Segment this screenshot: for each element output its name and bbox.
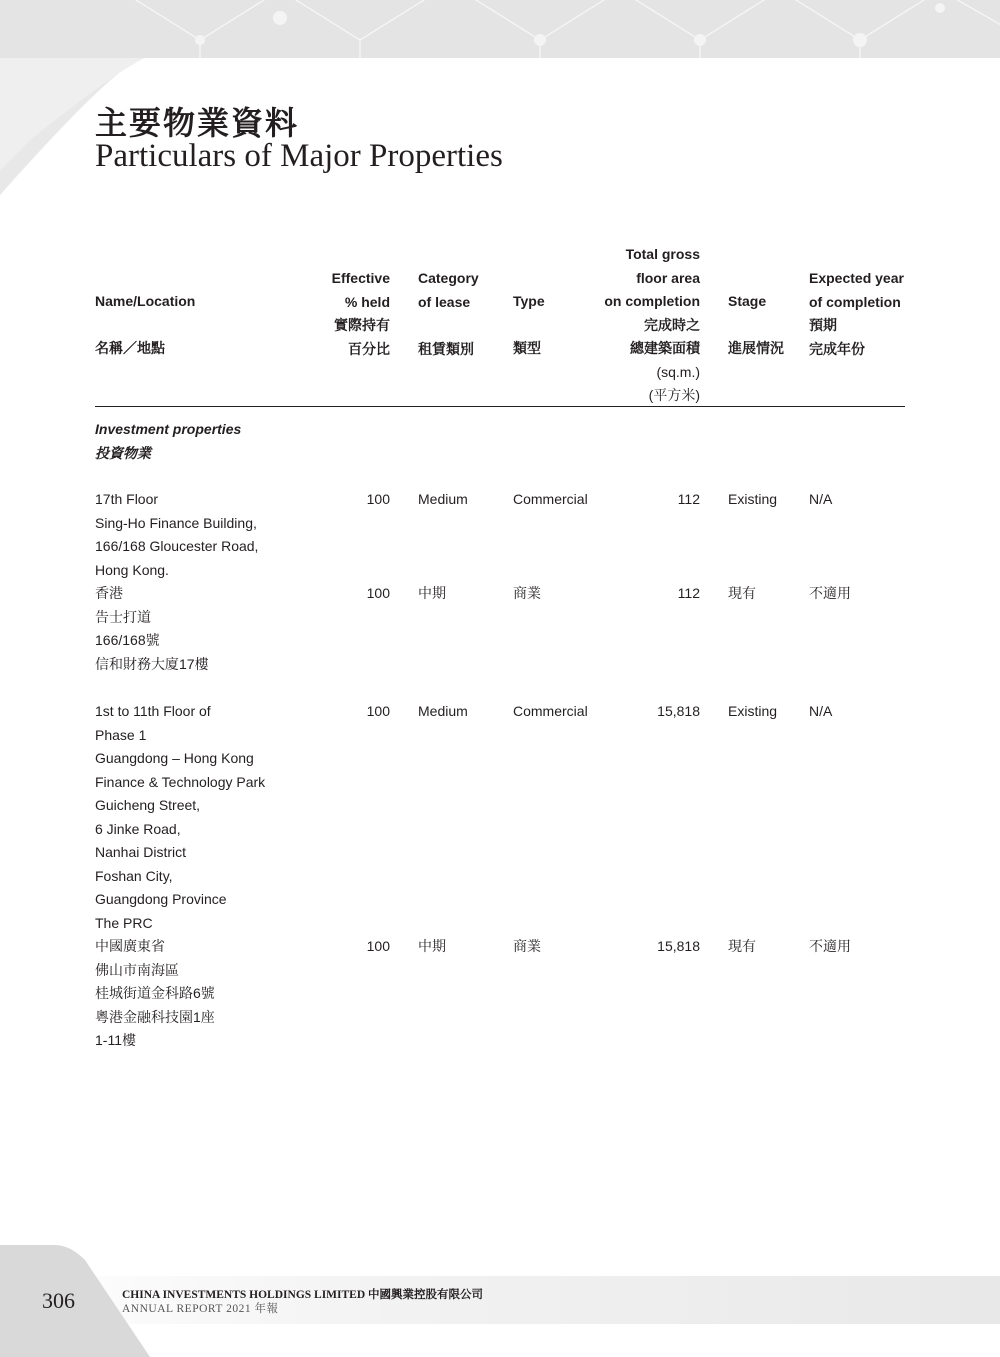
property-name-english: 1st to 11th Floor of Phase 1 Guangdong – Hong Kong Finance & Technology Park Guicheng Street, 6 Jinke Road, Nanhai District Foshan City, Guangdong Province The PRC — [95, 703, 266, 931]
page-title-english: Particulars of Major Properties — [95, 138, 503, 174]
lease-value: Medium — [418, 491, 468, 507]
property-name-chinese: 中國廣東省 佛山市南海區 桂城街道金科路6號 粵港金融科技園1座 1-11樓 — [95, 938, 215, 1048]
page-number: 306 — [42, 1288, 75, 1313]
property-name-english: 17th Floor Sing-Ho Finance Building, 166/168 Gloucester Road, Hong Kong. — [95, 491, 259, 578]
header-year: Expected year of completion 預期 完成年份 — [809, 270, 904, 357]
held-value-chinese-row: 100 — [366, 585, 390, 601]
type-value-chinese: 商業 — [513, 938, 541, 954]
lease-value-chinese: 中期 — [418, 585, 446, 601]
footer-company: CHINA INVESTMENTS HOLDINGS LIMITED 中國興業控股有限公司 — [122, 1289, 484, 1301]
header-rule — [95, 406, 905, 407]
lease-value-chinese: 中期 — [418, 938, 446, 954]
year-value: N/A — [809, 491, 833, 507]
page-title-chinese: 主要物業資料 — [95, 104, 300, 142]
header-held: Effective % held 實際持有 百分比 — [331, 270, 390, 357]
section-heading: Investment properties 投資物業 — [95, 421, 242, 461]
type-value-chinese: 商業 — [513, 585, 541, 601]
header-name: Name/Location 名稱／地點 — [95, 293, 196, 356]
year-value-chinese: 不適用 — [809, 938, 851, 954]
stage-value: Existing — [728, 703, 778, 719]
lease-value: Medium — [418, 703, 468, 719]
area-value-chinese-row: 112 — [677, 585, 700, 601]
type-value: Commercial — [513, 491, 588, 507]
held-value: 100 — [366, 703, 390, 719]
area-value: 112 — [677, 491, 700, 507]
type-value: Commercial — [513, 703, 588, 719]
footer-report: ANNUAL REPORT 2021 年報 — [122, 1303, 279, 1315]
stage-value-chinese: 現有 — [728, 585, 756, 601]
header-lease: Category of lease 租賃類別 — [418, 270, 479, 357]
year-value: N/A — [809, 703, 833, 719]
header-stage: Stage 進展情況 — [728, 293, 784, 356]
year-value-chinese: 不適用 — [809, 585, 851, 601]
stage-value: Existing — [728, 491, 778, 507]
header-area: Total gross floor area on completion 完成時之 總建築面積 (sq.m.) (平方米) — [604, 246, 700, 403]
held-value: 100 — [366, 491, 390, 507]
stage-value-chinese: 現有 — [728, 938, 756, 954]
property-name-chinese: 香港 告士打道 166/168號 信和財務大廈17樓 — [95, 585, 209, 672]
header-type: Type 類型 — [513, 293, 545, 356]
area-value: 15,818 — [657, 703, 700, 719]
held-value-chinese-row: 100 — [366, 938, 390, 954]
area-value-chinese-row: 15,818 — [657, 938, 700, 954]
